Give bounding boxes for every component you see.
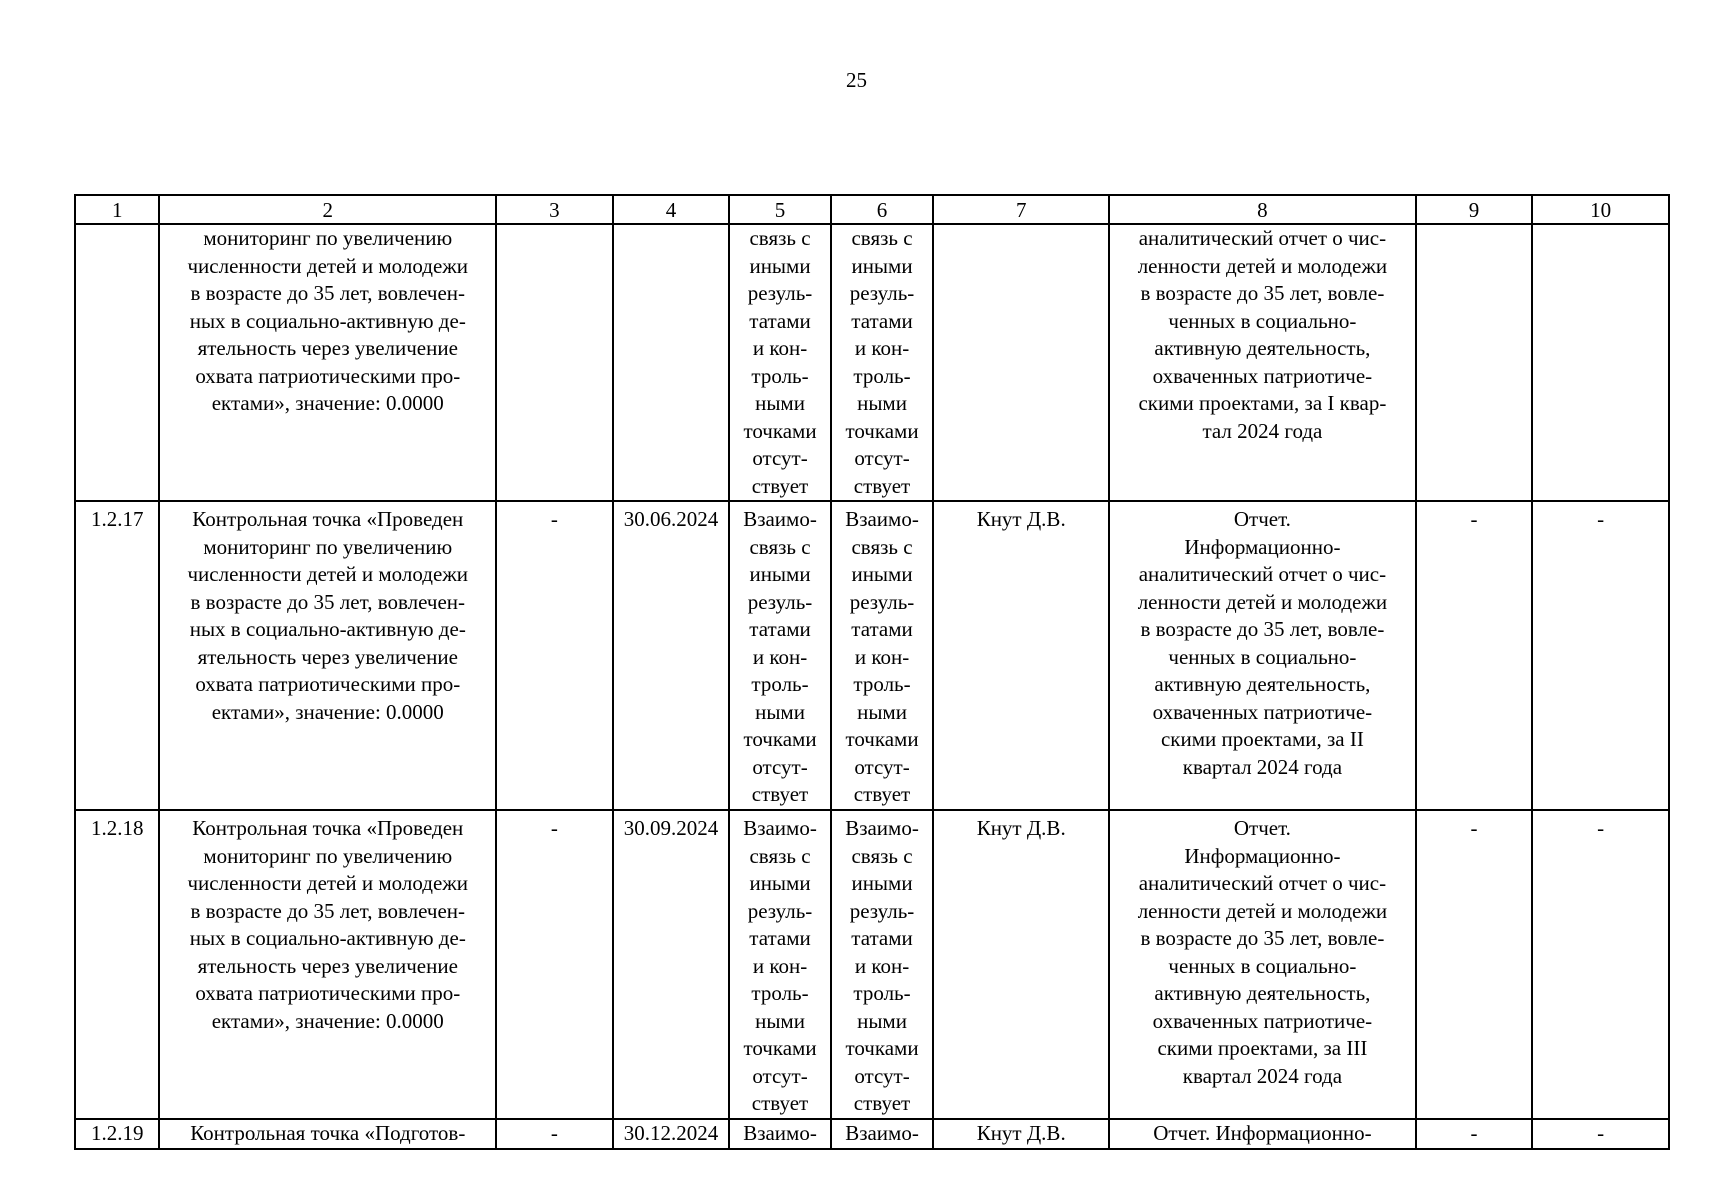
row-responsible: Кнут Д.В. xyxy=(933,810,1109,1119)
column-header: 2 xyxy=(159,195,496,224)
row-description: Контрольная точка «Подготов- xyxy=(159,1119,496,1149)
row-number xyxy=(75,224,159,501)
table-row xyxy=(75,810,1669,1119)
row-col3 xyxy=(496,224,613,501)
row-col6: Взаимо- связь с иными резуль- татами и кон- троль- ными точками отсут- ствует xyxy=(831,810,934,1119)
row-responsible: Кнут Д.В. xyxy=(933,1119,1109,1149)
column-header: 1 xyxy=(75,195,159,224)
row-col3: - xyxy=(496,810,613,1119)
column-header: 5 xyxy=(729,195,831,224)
row-result: Отчет. Информационно- аналитический отчет о чис- ленности детей и молодежи в возрасте до 35 лет, вовле- ченных в социально- активную деятельность, охваченных патриотиче- скими проектами, за II квартал 2024 года xyxy=(1109,501,1416,810)
column-header: 6 xyxy=(831,195,934,224)
row-col5: Взаимо- xyxy=(729,1119,831,1149)
plan-table xyxy=(74,194,1670,1150)
row-col5: Взаимо- связь с иными резуль- татами и кон- троль- ными точками отсут- ствует xyxy=(729,501,831,810)
column-header: 10 xyxy=(1532,195,1669,224)
row-result: Отчет. Информационно- аналитический отчет о чис- ленности детей и молодежи в возрасте до 35 лет, вовле- ченных в социально- активную деятельность, охваченных патриотиче- скими проектами, за III квартал 2024 года xyxy=(1109,810,1416,1119)
row-col9: - xyxy=(1416,1119,1533,1149)
row-col10: - xyxy=(1532,501,1669,810)
row-col10: - xyxy=(1532,810,1669,1119)
row-responsible: Кнут Д.В. xyxy=(933,501,1109,810)
row-col6: связь с иными резуль- татами и кон- троль- ными точками отсут- ствует xyxy=(831,224,934,501)
row-description: Контрольная точка «Проведен мониторинг по увеличению численности детей и молодежи в возрасте до 35 лет, вовлечен- ных в социально-активную де- ятельность через увеличение охвата патриотическими про- ектами», значение: 0.0000 xyxy=(159,810,496,1119)
row-col3: - xyxy=(496,1119,613,1149)
column-header: 9 xyxy=(1416,195,1533,224)
row-result: аналитический отчет о чис- ленности детей и молодежи в возрасте до 35 лет, вовле- ченных в социально- активную деятельность, охваченных патриотиче- скими проектами, за I квар- тал 2024 года xyxy=(1109,224,1416,501)
row-col5: связь с иными резуль- татами и кон- троль- ными точками отсут- ствует xyxy=(729,224,831,501)
row-responsible xyxy=(933,224,1109,501)
row-col9: - xyxy=(1416,501,1533,810)
column-header: 3 xyxy=(496,195,613,224)
row-number: 1.2.18 xyxy=(75,810,159,1119)
row-col10: - xyxy=(1532,1119,1669,1149)
row-number: 1.2.19 xyxy=(75,1119,159,1149)
column-header: 8 xyxy=(1109,195,1416,224)
row-col5: Взаимо- связь с иными резуль- татами и кон- троль- ными точками отсут- ствует xyxy=(729,810,831,1119)
row-col3: - xyxy=(496,501,613,810)
row-col6: Взаимо- xyxy=(831,1119,934,1149)
row-date: 30.06.2024 xyxy=(613,501,730,810)
row-col10 xyxy=(1532,224,1669,501)
row-result: Отчет. Информационно- xyxy=(1109,1119,1416,1149)
row-col9 xyxy=(1416,224,1533,501)
row-description: Контрольная точка «Проведен мониторинг по увеличению численности детей и молодежи в возрасте до 35 лет, вовлечен- ных в социально-активную де- ятельность через увеличение охвата патриотическими про- ектами», значение: 0.0000 xyxy=(159,501,496,810)
column-header: 7 xyxy=(933,195,1109,224)
table-row xyxy=(75,501,1669,810)
row-number: 1.2.17 xyxy=(75,501,159,810)
row-col6: Взаимо- связь с иными резуль- татами и кон- троль- ными точками отсут- ствует xyxy=(831,501,934,810)
row-date: 30.12.2024 xyxy=(613,1119,730,1149)
row-description: мониторинг по увеличению численности детей и молодежи в возрасте до 35 лет, вовлечен- ных в социально-активную де- ятельность через увеличение охвата патриотическими про- ектами», значение: 0.0000 xyxy=(159,224,496,501)
row-col9: - xyxy=(1416,810,1533,1119)
table-row xyxy=(75,224,1669,501)
column-header: 4 xyxy=(613,195,730,224)
row-date: 30.09.2024 xyxy=(613,810,730,1119)
page-number: 25 xyxy=(846,68,867,92)
table-row xyxy=(75,1119,1669,1149)
header-row xyxy=(75,195,1669,224)
row-date xyxy=(613,224,730,501)
